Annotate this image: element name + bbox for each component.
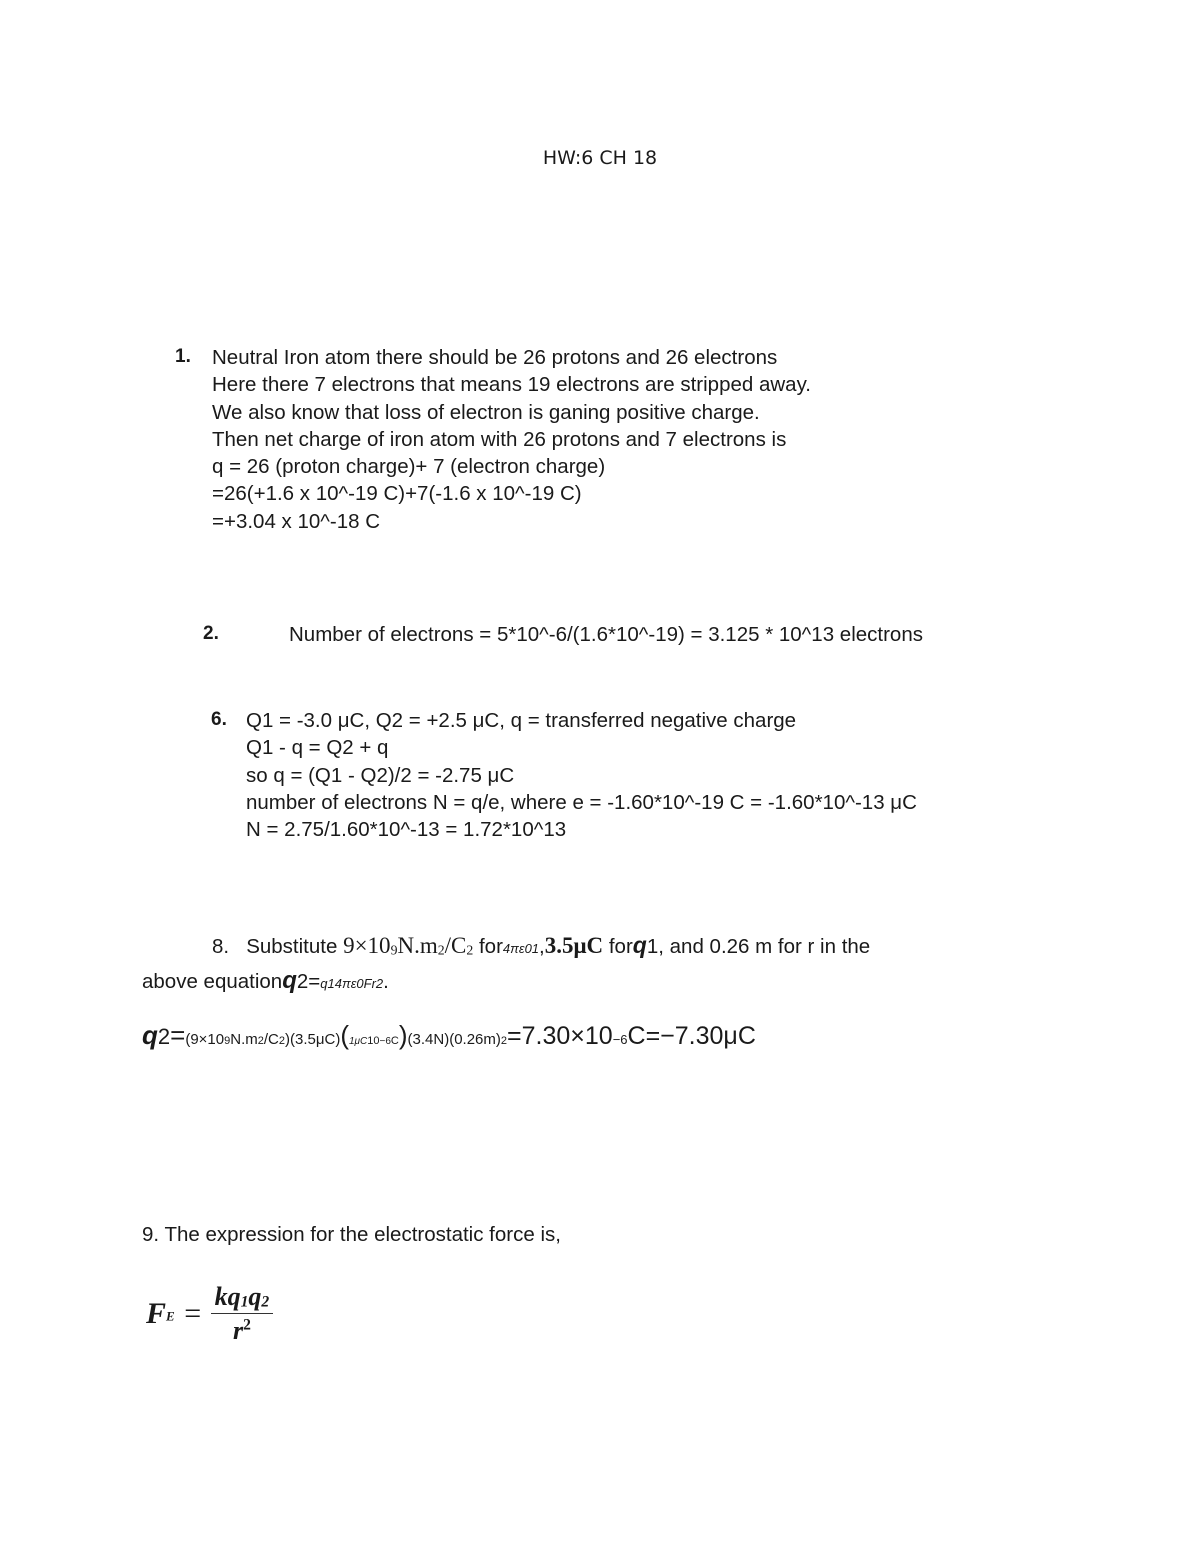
problem-8-number: 8. — [212, 935, 230, 958]
equation-small: q14πε0Fr2 — [320, 976, 384, 991]
problem-1-line: Here there 7 electrons that means 19 electrons are stripped away. — [212, 373, 811, 397]
problem-1-line: Then net charge of iron atom with 26 protons and 7 electrons is — [212, 427, 787, 451]
problem-6-number: 6. — [211, 709, 227, 730]
problem-1-line: Neutral Iron atom there should be 26 protons and 26 electrons — [212, 346, 778, 369]
problem-6-line: N = 2.75/1.60*10^-13 = 1.72*10^13 — [246, 818, 567, 842]
problem-9-number: 9. — [142, 1223, 160, 1246]
problem-1-line: We also know that loss of electron is ganing positive charge. — [212, 400, 760, 424]
q1-value: 3.5μC — [544, 933, 604, 958]
problem-9-text: 9. The expression for the electrostatic force is, — [142, 1223, 561, 1246]
problem-1-line: =26(+1.6 x 10^-19 C)+7(-1.6 x 10^-19 C) — [212, 482, 582, 506]
problem-1-body — [212, 344, 811, 535]
problem-1-line: q = 26 (proton charge)+ 7 (electron charge) — [212, 455, 606, 479]
problem-8-line-2: above equationq2=q14πε0Fr2. — [142, 967, 389, 994]
problem-2-number: 2. — [203, 623, 219, 644]
formula-fraction — [211, 1282, 274, 1346]
problem-2-text: Number of electrons = 5*10^-6/(1.6*10^-19) = 3.125 * 10^13 electrons — [289, 623, 923, 646]
problem-8-substitute: Substitute — [246, 935, 338, 958]
problem-6-line: Q1 - q = Q2 + q — [246, 736, 389, 760]
problem-1-number: 1. — [175, 346, 191, 367]
problem-6-body — [246, 707, 917, 843]
problem-6-line: so q = (Q1 - Q2)/2 = -2.75 μC — [246, 763, 515, 787]
electrostatic-force-formula: $F_E$ = $\frac{kq_1q_2}{r^2}$ — [146, 1282, 273, 1346]
formula-denominator: $r^2$ — [232, 1316, 251, 1345]
problem-8-line-1: 8. Substitute $9\times 10_9N.m_2/C_2$ for4πε01,3.5μC forq1, and 0.26 m for r in the — [212, 932, 871, 958]
formula-numerator: $kq_1q_2$ — [211, 1282, 274, 1314]
problem-1-line: =+3.04 x 10^-18 C — [212, 509, 381, 533]
problem-6-line: number of electrons N = q/e, where e = -1.60*10^-19 C = -1.60*10^-13 μC — [246, 790, 917, 814]
page-title: HW:6 CH 18 — [542, 147, 658, 169]
k-value: $9\times 10_9N.m_2/C_2$ — [343, 933, 474, 958]
problem-8-result: q2=(9×109N.m2/C2)(3.5μC)(1μC10−6C)(3.4N)(0.26m)2=7.30×10−6C=−7.30μC — [142, 1020, 756, 1050]
problem-6-line: Q1 = -3.0 μC, Q2 = +2.5 μC, q = transferred negative charge — [246, 709, 797, 732]
k-expression: 4πε01 — [502, 941, 540, 956]
